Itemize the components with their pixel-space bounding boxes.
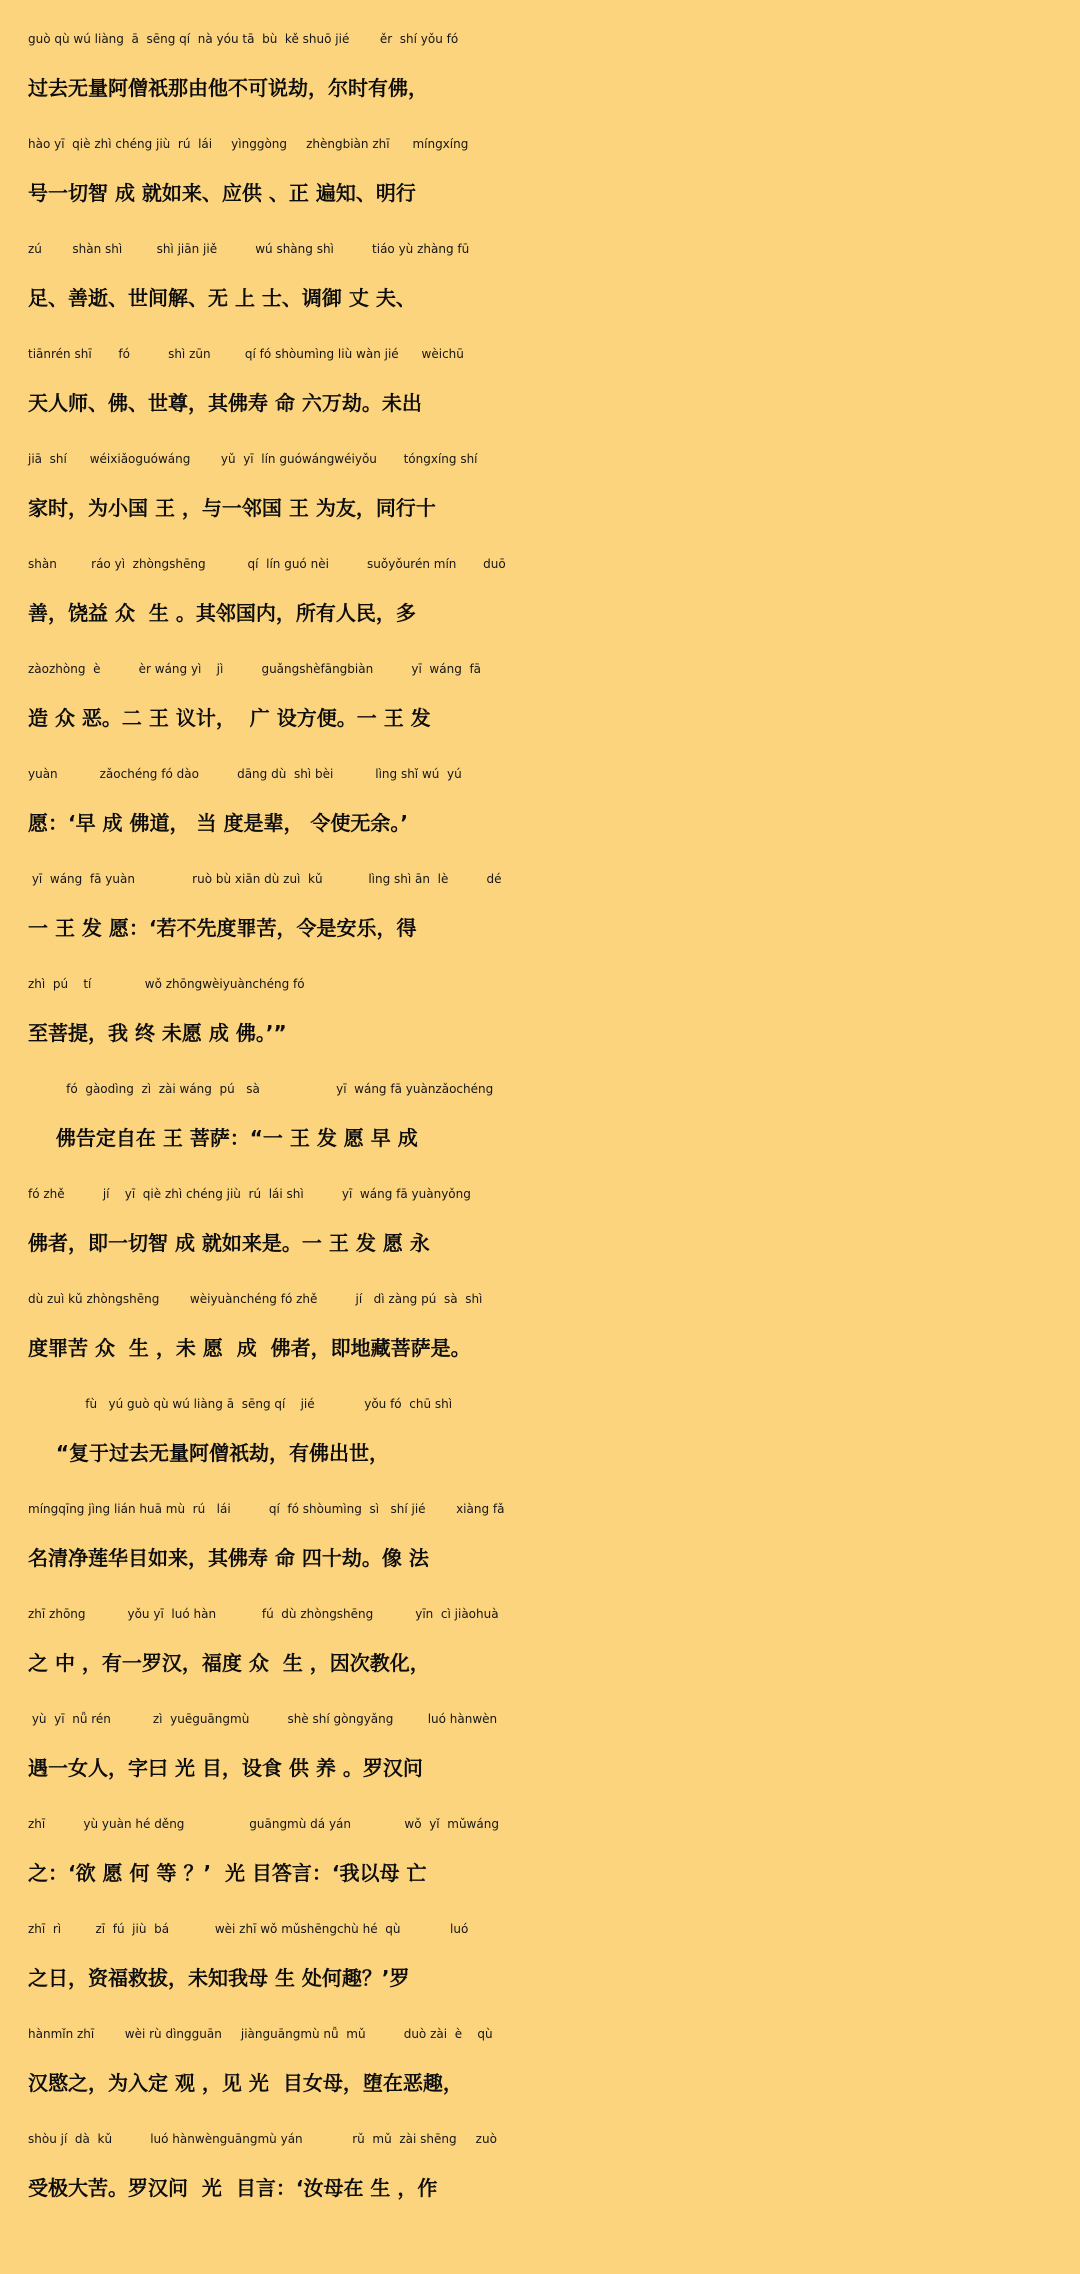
hanzi-line: 造 众 恶。二 王 议计， 广 设方便。一 王 发 xyxy=(28,706,431,730)
pinyin-line: zhì pú tí wǒ zhōngwèiyuànchéng fó xyxy=(28,977,305,991)
text-line xyxy=(0,2017,1080,2122)
hanzi-line: 之 中 ，有一罗汉，福度 众 生 ，因次教化， xyxy=(28,1651,430,1675)
pinyin-line: fó gàodìng zì zài wáng pú sà yī wáng fā yuànzǎochéng xyxy=(28,1082,494,1096)
hanzi-line: 佛告定自在 王 菩萨：“一 王 发 愿 早 成 xyxy=(28,1126,418,1150)
pinyin-line: guò qù wú liàng ā sēng qí nà yóu tā bù kě shuō jié ěr shí yǒu fó xyxy=(28,32,459,46)
hanzi-line: 之：‘欲 愿 何 等 ？’ 光 目答言：‘我以母 亡 xyxy=(28,1861,427,1885)
hanzi-line: 度罪苦 众 生 ，未 愿 成 佛者，即地藏菩萨是。 xyxy=(28,1336,471,1360)
pinyin-line: jiā shí wéixiǎoguówáng yǔ yī lín guówángwéiyǒu tóngxíng shí xyxy=(28,452,478,466)
pinyin-line: fù yú guò qù wú liàng ā sēng qí jié yǒu fó chū shì xyxy=(28,1397,453,1411)
hanzi-line: 一 王 发 愿：‘若不先度罪苦，令是安乐，得 xyxy=(28,916,417,940)
text-line xyxy=(0,1702,1080,1807)
pinyin-line: zàozhòng è èr wáng yì jì guǎngshèfāngbiàn yī wáng fā xyxy=(28,662,482,676)
pinyin-line: míngqīng jìng lián huā mù rú lái qí fó shòumìng sì shí jié xiàng fǎ xyxy=(28,1502,505,1516)
text-line xyxy=(0,1177,1080,1282)
hanzi-line: 汉愍之，为入定 观 ，见 光 目女母，堕在恶趣， xyxy=(28,2071,463,2095)
text-line xyxy=(0,22,1080,127)
hanzi-line: 至菩提，我 终 未愿 成 佛。’” xyxy=(28,1021,287,1045)
hanzi-line: 愿：‘早 成 佛道， 当 度是辈， 令使无余。’ xyxy=(28,811,409,835)
text-line xyxy=(0,1807,1080,1912)
text-line xyxy=(0,1492,1080,1597)
pinyin-line: fó zhě jí yī qiè zhì chéng jiù rú lái shì yī wáng fā yuànyǒng xyxy=(28,1187,471,1201)
text-line xyxy=(0,337,1080,442)
text-line xyxy=(0,127,1080,232)
hanzi-line: 号一切智 成 就如来、应供 、正 遍知、明行 xyxy=(28,181,416,205)
pinyin-line: tiānrén shī fó shì zūn qí fó shòumìng liù wàn jié wèichū xyxy=(28,347,464,361)
text-line xyxy=(0,1912,1080,2017)
hanzi-line: 过去无量阿僧祇那由他不可说劫，尔时有佛， xyxy=(28,76,428,100)
pinyin-line: shòu jí dà kǔ luó hànwènguāngmù yán rǔ mǔ zài shēng zuò xyxy=(28,2132,497,2146)
text-line xyxy=(0,1072,1080,1177)
hanzi-line: 佛者，即一切智 成 就如来是。一 王 发 愿 永 xyxy=(28,1231,430,1255)
text-line xyxy=(0,862,1080,967)
hanzi-line: 遇一女人，字曰 光 目，设食 供 养 。罗汉问 xyxy=(28,1756,423,1780)
pinyin-line: hào yī qiè zhì chéng jiù rú lái yìnggòng zhèngbiàn zhī míngxíng xyxy=(28,137,469,151)
text-line xyxy=(0,547,1080,652)
pinyin-line: zú shàn shì shì jiān jiě wú shàng shì tiáo yù zhàng fū xyxy=(28,242,470,256)
text-line xyxy=(0,1387,1080,1492)
hanzi-line: 善，饶益 众 生 。其邻国内，所有人民，多 xyxy=(28,601,416,625)
pinyin-line: yī wáng fā yuàn ruò bù xiān dù zuì kǔ lìng shì ān lè dé xyxy=(28,872,502,886)
pinyin-line: zhī yù yuàn hé děng guāngmù dá yán wǒ yǐ mǔwáng xyxy=(28,1817,499,1831)
hanzi-line: 家时，为小国 王 ，与一邻国 王 为友，同行十 xyxy=(28,496,436,520)
pinyin-line: hànmǐn zhī wèi rù dìngguān jiànguāngmù nǚ mǔ duò zài è qù xyxy=(28,2027,493,2041)
hanzi-line: 天人师、佛、世尊，其佛寿 命 六万劫。未出 xyxy=(28,391,422,415)
hanzi-line: 之日，资福救拔，未知我母 生 处何趣？’罗 xyxy=(28,1966,410,1990)
text-line xyxy=(0,2122,1080,2227)
text-line xyxy=(0,1282,1080,1387)
text-line xyxy=(0,967,1080,1072)
hanzi-line: 受极大苦。罗汉问 光 目言：‘汝母在 生 ，作 xyxy=(28,2176,438,2200)
hanzi-line: “复于过去无量阿僧祇劫，有佛出世， xyxy=(28,1441,389,1465)
text-line xyxy=(0,232,1080,337)
hanzi-line: 足、善逝、世间解、无 上 士、调御 丈 夫、 xyxy=(28,286,416,310)
pinyin-line: zhī rì zī fú jiù bá wèi zhī wǒ mǔshēngchù hé qù luó xyxy=(28,1922,469,1936)
pinyin-line: yù yī nǚ rén zì yuēguāngmù shè shí gòngyǎng luó hànwèn xyxy=(28,1712,498,1726)
pinyin-line: zhī zhōng yǒu yī luó hàn fú dù zhòngshēng yīn cì jiàohuà xyxy=(28,1607,499,1621)
text-line xyxy=(0,1597,1080,1702)
pinyin-line: yuàn zǎochéng fó dào dāng dù shì bèi lìng shǐ wú yú xyxy=(28,767,462,781)
text-line xyxy=(0,442,1080,547)
pinyin-line: shàn ráo yì zhòngshēng qí lín guó nèi suǒyǒurén mín duō xyxy=(28,557,506,571)
text-line xyxy=(0,757,1080,862)
text-line xyxy=(0,652,1080,757)
hanzi-line: 名清净莲华目如来，其佛寿 命 四十劫。像 法 xyxy=(28,1546,429,1570)
pinyin-line: dù zuì kǔ zhòngshēng wèiyuànchéng fó zhě jí dì zàng pú sà shì xyxy=(28,1292,483,1306)
